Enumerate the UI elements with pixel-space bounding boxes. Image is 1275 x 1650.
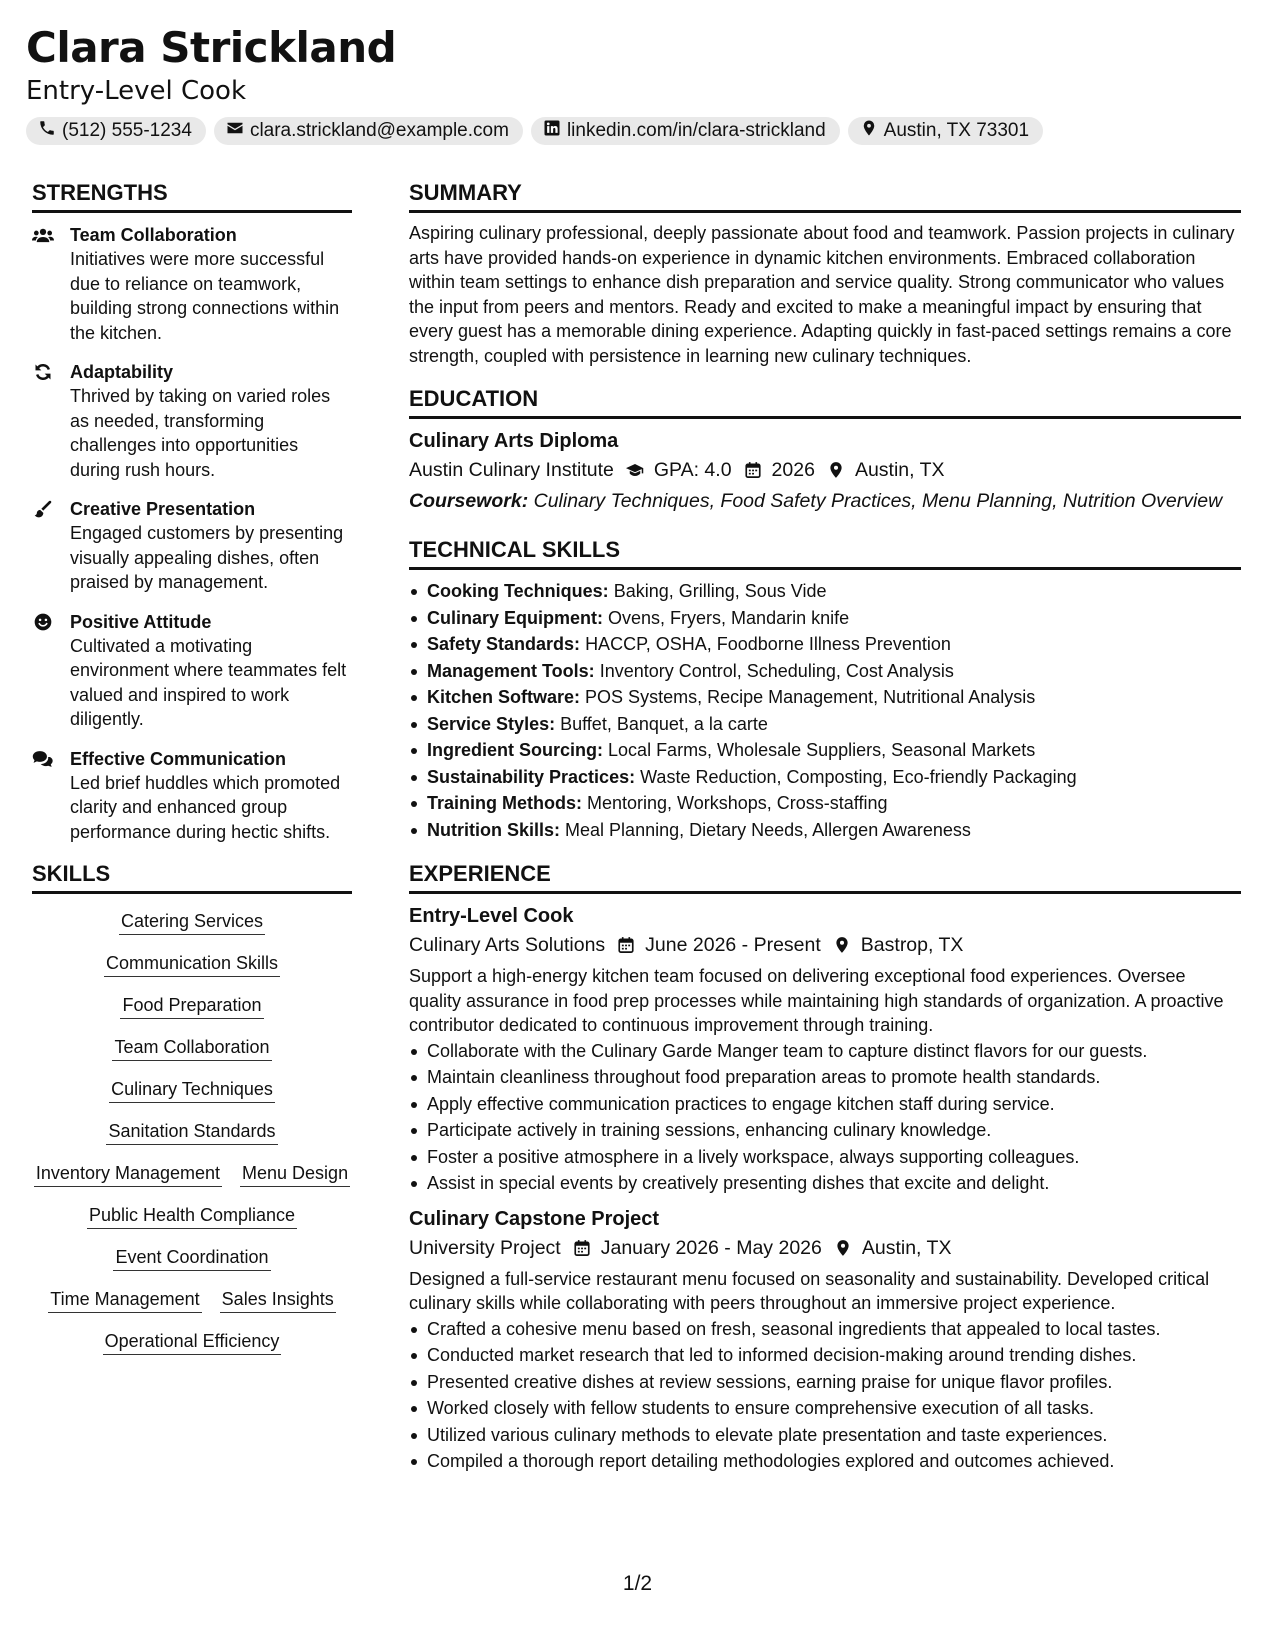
skill-tag: Public Health Compliance xyxy=(87,1202,297,1229)
candidate-name: Clara Strickland xyxy=(26,23,397,72)
job-summary: Designed a full-service restaurant menu focused on seasonality and sustainability. Developed critical culinary skills while collaborating with peers throughout an immersive project experience. xyxy=(409,1268,1210,1313)
page-number: 1/2 xyxy=(622,1572,653,1595)
skill-tag: Menu Design xyxy=(240,1160,350,1187)
experience-heading: EXPERIENCE xyxy=(409,859,1241,894)
strength-desc: Thrived by taking on varied roles as needed, transforming challenges into opportunities during rush hours. xyxy=(70,386,331,480)
skill-label: Training Methods: xyxy=(427,793,582,813)
contact-linkedin[interactable] xyxy=(531,117,840,145)
strength-title: Effective Communication xyxy=(70,748,287,769)
skill-value: Inventory Control, Scheduling, Cost Analysis xyxy=(599,660,954,681)
skill-tag: Catering Services xyxy=(119,908,265,935)
list-item: Presented creative dishes at review sessions, earning praise for unique flavor profiles. xyxy=(409,1369,1241,1396)
contact-phone[interactable] xyxy=(26,117,206,145)
skill-label: Management Tools: xyxy=(427,660,595,681)
contact-email[interactable] xyxy=(214,117,523,145)
job-dates: January 2026 - May 2026 xyxy=(600,1236,822,1259)
list-item: Apply effective communication practices to engage kitchen staff during service. xyxy=(409,1091,1241,1118)
skill-value: Baking, Grilling, Sous Vide xyxy=(613,581,827,601)
skill-tag: Inventory Management xyxy=(34,1160,222,1187)
job-bullets xyxy=(409,1038,1241,1197)
strength-item xyxy=(32,360,352,482)
skill-label: Ingredient Sourcing: xyxy=(427,740,604,760)
skill-label: Kitchen Software: xyxy=(427,687,581,707)
coursework-list: Culinary Techniques, Food Safety Practices, Menu Planning, Nutrition Overview xyxy=(533,490,1223,512)
list-item: Utilized various culinary methods to elevate plate presentation and taste experiences. xyxy=(409,1422,1241,1449)
list-item: Maintain cleanliness throughout food preparation areas to promote health standards. xyxy=(409,1064,1241,1091)
skill-value: POS Systems, Recipe Management, Nutritional Analysis xyxy=(585,687,1036,707)
contact-bar xyxy=(26,117,1246,145)
strengths-heading: STRENGTHS xyxy=(32,178,352,213)
strength-desc: Engaged customers by presenting visually appealing dishes, often praised by management. xyxy=(70,523,344,592)
list-item: Participate actively in training sessions, enhancing culinary knowledge. xyxy=(409,1117,1241,1144)
contact-location xyxy=(848,117,1043,145)
calendar-icon xyxy=(744,461,762,479)
strength-title: Positive Attitude xyxy=(70,611,212,632)
envelope-icon xyxy=(226,119,244,143)
skill-value: Buffet, Banquet, a la carte xyxy=(560,713,768,734)
skill-value: Waste Reduction, Composting, Eco-friendly Packaging xyxy=(640,766,1077,787)
contact-email-text: clara.strickland@example.com xyxy=(249,120,509,141)
job-location: Bastrop, TX xyxy=(860,934,964,956)
strength-desc: Cultivated a motivating environment where teammates felt valued and inspired to work diligently. xyxy=(70,635,347,729)
list-item xyxy=(409,737,1241,764)
left-column xyxy=(32,178,352,1355)
summary-heading: SUMMARY xyxy=(409,178,1241,213)
education-degree: Culinary Arts Diploma xyxy=(409,430,619,452)
list-item xyxy=(409,764,1241,791)
skills-heading: SKILLS xyxy=(32,859,352,894)
job-bullets xyxy=(409,1316,1241,1475)
users-icon xyxy=(32,223,70,345)
education-location: Austin, TX xyxy=(854,459,945,481)
contact-linkedin-text: linkedin.com/in/clara-strickland xyxy=(566,120,826,141)
map-pin-icon xyxy=(833,936,851,954)
list-item: Conducted market research that led to informed decision-making around trending dishes. xyxy=(409,1342,1241,1369)
calendar-icon xyxy=(617,936,635,954)
strength-item xyxy=(32,747,352,845)
list-item xyxy=(409,605,1241,632)
skill-tag: Team Collaboration xyxy=(112,1034,271,1061)
skill-value: Local Farms, Wholesale Suppliers, Seasonal Markets xyxy=(608,740,1036,760)
skill-label: Nutrition Skills: xyxy=(427,819,561,840)
skill-tag: Event Coordination xyxy=(113,1244,270,1271)
list-item: Foster a positive atmosphere in a lively workspace, always supporting colleagues. xyxy=(409,1144,1241,1171)
list-item xyxy=(409,684,1241,711)
education-heading: EDUCATION xyxy=(409,384,1241,419)
strength-item xyxy=(32,497,352,595)
list-item: Collaborate with the Culinary Garde Manger team to capture distinct flavors for our guests. xyxy=(409,1038,1241,1065)
skill-label: Culinary Equipment: xyxy=(427,607,604,628)
calendar-icon xyxy=(573,1239,591,1257)
skill-value: Meal Planning, Dietary Needs, Allergen Awareness xyxy=(565,819,971,840)
smile-icon xyxy=(32,610,70,732)
skills-tags xyxy=(32,908,352,1355)
job-summary: Support a high-energy kitchen team focused on delivering exceptional food experiences. Oversee quality assurance in food prep processes while maintaining high standards of organization. A proactive contributor dedicated to continuous improvement through training. xyxy=(409,966,1224,1035)
job-meta xyxy=(409,1233,1241,1263)
job-company: University Project xyxy=(409,1236,561,1259)
skill-value: Mentoring, Workshops, Cross-staffing xyxy=(587,793,888,813)
candidate-title: Entry-Level Cook xyxy=(26,76,247,106)
skill-tag: Sanitation Standards xyxy=(106,1118,277,1145)
list-item xyxy=(409,631,1241,658)
contact-phone-text: (512) 555-1234 xyxy=(62,120,192,141)
skill-tag: Food Preparation xyxy=(120,992,263,1019)
graduation-cap-icon xyxy=(626,461,644,479)
skill-label: Cooking Techniques: xyxy=(427,581,609,601)
skill-tag: Communication Skills xyxy=(104,950,280,977)
job-company: Culinary Arts Solutions xyxy=(409,934,606,956)
skill-value: HACCP, OSHA, Foodborne Illness Prevention xyxy=(585,634,951,654)
list-item: Worked closely with fellow students to ensure comprehensive execution of all tasks. xyxy=(409,1395,1241,1422)
technical-skills-heading: TECHNICAL SKILLS xyxy=(409,535,1241,570)
skill-tag: Operational Efficiency xyxy=(103,1328,282,1355)
skill-label: Service Styles: xyxy=(427,713,556,734)
strength-item xyxy=(32,223,352,345)
strength-title: Adaptability xyxy=(70,362,174,382)
education-meta xyxy=(409,455,1241,485)
paintbrush-icon xyxy=(32,497,70,595)
education-school: Austin Culinary Institute xyxy=(409,459,614,481)
summary-text: Aspiring culinary professional, deeply passionate about food and teamwork. Passion projects in culinary arts have provided hands-on experience in dynamic kitchen environments. Embraced collaboration within team settings to enhance dish preparation and service quality. Strong communicator who values the input from peers and mentors. Ready and excited to make a meaningful impact by ensuring that every guest has a memorable dining experience. Adapting quickly in fast-paced settings remains a core strength, coupled with persistence in learning new culinary techniques. xyxy=(409,223,1235,366)
technical-skills-list xyxy=(409,578,1241,843)
right-column xyxy=(409,178,1241,1475)
skill-value: Ovens, Fryers, Mandarin knife xyxy=(608,607,850,628)
strength-title: Creative Presentation xyxy=(70,499,256,519)
skill-tag: Time Management xyxy=(48,1286,201,1313)
list-item: Assist in special events by creatively presenting dishes that excite and delight. xyxy=(409,1170,1241,1197)
skill-label: Sustainability Practices: xyxy=(427,766,636,787)
job-role: Culinary Capstone Project xyxy=(409,1207,660,1230)
strength-desc: Initiatives were more successful due to reliance on teamwork, building strong connections within the kitchen. xyxy=(70,249,340,343)
strength-title: Team Collaboration xyxy=(70,225,237,245)
linkedin-icon xyxy=(543,119,561,143)
skill-tag: Sales Insights xyxy=(220,1286,336,1313)
contact-location-text: Austin, TX 73301 xyxy=(883,120,1030,141)
skill-label: Safety Standards: xyxy=(427,634,581,654)
job-entry xyxy=(409,902,1241,1197)
job-entry xyxy=(409,1205,1241,1475)
strength-item xyxy=(32,610,352,732)
list-item xyxy=(409,790,1241,817)
list-item: Compiled a thorough report detailing methodologies explored and outcomes achieved. xyxy=(409,1448,1241,1475)
job-role: Entry-Level Cook xyxy=(409,905,574,927)
list-item: Crafted a cohesive menu based on fresh, seasonal ingredients that appealed to local tastes. xyxy=(409,1316,1241,1343)
education-gpa: GPA: 4.0 xyxy=(653,459,732,481)
comments-icon xyxy=(32,747,70,845)
map-pin-icon xyxy=(827,461,845,479)
list-item xyxy=(409,817,1241,844)
sync-icon xyxy=(32,360,70,482)
job-meta xyxy=(409,930,1241,960)
job-location: Austin, TX xyxy=(861,1236,952,1259)
job-dates: June 2026 - Present xyxy=(645,934,821,956)
list-item xyxy=(409,711,1241,738)
education-coursework xyxy=(409,489,1241,513)
coursework-label: Coursework: xyxy=(409,490,529,512)
resume-header xyxy=(26,22,1246,145)
education-year: 2026 xyxy=(771,459,815,481)
list-item xyxy=(409,658,1241,685)
strengths-list xyxy=(32,223,352,844)
list-item xyxy=(409,578,1241,605)
map-pin-icon xyxy=(834,1239,852,1257)
strength-desc: Led brief huddles which promoted clarity and enhanced group performance during hectic shifts. xyxy=(70,772,341,842)
map-pin-icon xyxy=(860,119,878,143)
phone-icon xyxy=(38,119,56,143)
skill-tag: Culinary Techniques xyxy=(109,1076,275,1103)
